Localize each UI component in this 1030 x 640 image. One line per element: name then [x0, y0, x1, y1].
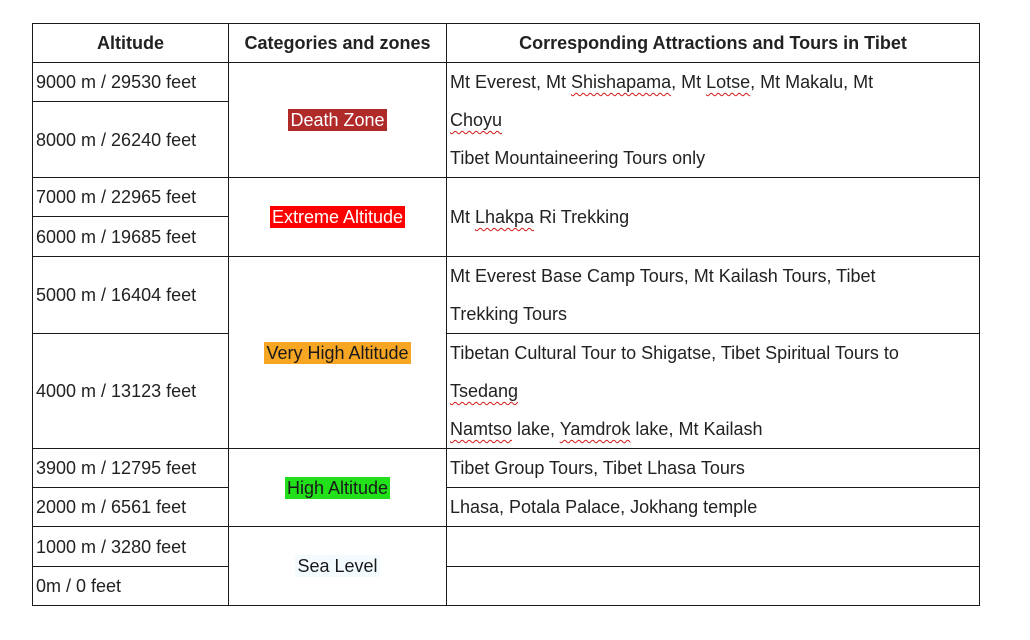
- attraction-line: [450, 63, 976, 101]
- attractions-cell-4000: [447, 334, 980, 449]
- altitude-table: [32, 23, 980, 606]
- zone-very-high-label: Very High Altitude: [266, 342, 409, 363]
- attractions-cell-death: [447, 63, 980, 178]
- attraction-line: Tibet Mountaineering Tours only: [450, 148, 706, 168]
- altitude-cell: 6000 m / 19685 feet: [33, 217, 229, 257]
- attraction-text: Ri Trekking: [534, 207, 630, 227]
- attraction-text: lake,: [512, 419, 560, 439]
- attraction-line: [450, 101, 976, 139]
- header-categories: Categories and zones: [229, 24, 447, 63]
- table-row: [33, 488, 980, 527]
- attractions-cell-5000: [447, 257, 980, 334]
- attraction-text: Choyu: [450, 110, 503, 130]
- altitude-cell: 1000 m / 3280 feet: [33, 527, 229, 567]
- altitude-cell: 5000 m / 16404 feet: [33, 257, 229, 334]
- attractions-cell-0: [447, 567, 980, 606]
- zone-cell-death: [229, 63, 447, 178]
- zone-extreme-label: Extreme Altitude: [271, 207, 404, 227]
- table-row: [33, 63, 980, 102]
- attraction-line: Trekking Tours: [450, 304, 568, 324]
- attraction-text: Shishapama: [571, 72, 672, 92]
- attractions-cell-extreme: [447, 178, 980, 257]
- attraction-text: Lotse: [706, 72, 751, 92]
- table-row: [33, 178, 980, 217]
- attractions-cell-3900: Tibet Group Tours, Tibet Lhasa Tours: [447, 449, 980, 488]
- attraction-text: , Mt: [671, 72, 707, 92]
- zone-cell-sea: [229, 527, 447, 606]
- zone-high-label: High Altitude: [286, 477, 389, 498]
- altitude-cell: 9000 m / 29530 feet: [33, 63, 229, 102]
- attraction-text: Namtso: [450, 419, 513, 439]
- header-attractions: Corresponding Attractions and Tours in Tibet: [447, 24, 980, 63]
- attraction-line: Tibetan Cultural Tour to Shigatse, Tibet Spiritual Tours to: [450, 343, 899, 363]
- table-row: [33, 449, 980, 488]
- altitude-cell: 2000 m / 6561 feet: [33, 488, 229, 527]
- attraction-text: Mt Everest, Mt: [450, 72, 572, 92]
- attraction-text: Lhakpa: [475, 207, 535, 227]
- altitude-cell: 7000 m / 22965 feet: [33, 178, 229, 217]
- header-row: [33, 24, 980, 63]
- attraction-line: [450, 198, 976, 236]
- altitude-cell: 4000 m / 13123 feet: [33, 334, 229, 449]
- header-altitude: Altitude: [33, 24, 229, 63]
- attraction-text: Tsedang: [450, 381, 519, 401]
- attractions-cell-2000: Lhasa, Potala Palace, Jokhang temple: [447, 488, 980, 527]
- attraction-text: , Mt Makalu, Mt: [750, 72, 874, 92]
- attraction-line: Mt Everest Base Camp Tours, Mt Kailash Tours, Tibet: [450, 266, 876, 286]
- zone-death-label: Death Zone: [290, 110, 385, 130]
- table-row: [33, 334, 980, 449]
- zone-cell-extreme: [229, 178, 447, 257]
- zone-cell-very-high: [229, 257, 447, 449]
- table-row: [33, 527, 980, 567]
- attraction-line: [450, 372, 976, 410]
- table-row: [33, 567, 980, 606]
- attraction-text: Yamdrok: [559, 419, 631, 439]
- altitude-cell: 0m / 0 feet: [33, 567, 229, 606]
- zone-cell-high: [229, 449, 447, 527]
- attraction-text: Mt: [450, 207, 475, 227]
- table-row: [33, 257, 980, 334]
- attractions-cell-1000: [447, 527, 980, 567]
- altitude-cell: 3900 m / 12795 feet: [33, 449, 229, 488]
- attraction-text: lake, Mt Kailash: [630, 419, 763, 439]
- zone-sea-label: Sea Level: [297, 556, 378, 576]
- attraction-line: [450, 410, 976, 448]
- altitude-cell: 8000 m / 26240 feet: [33, 102, 229, 178]
